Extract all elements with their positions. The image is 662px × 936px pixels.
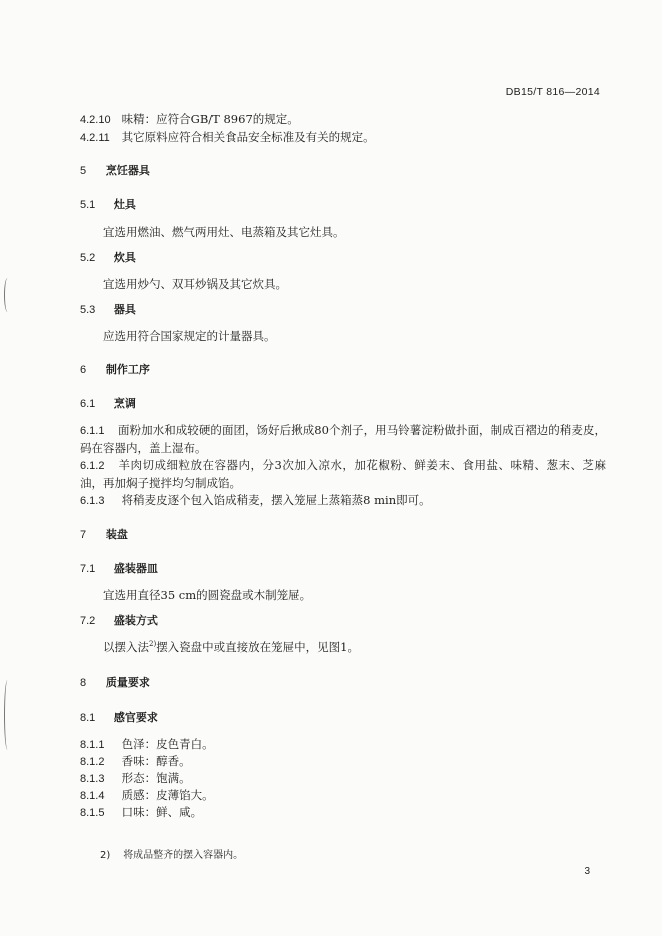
section-number: 5.3 <box>80 304 96 316</box>
section-number: 7 <box>80 529 87 541</box>
section-number: 5.2 <box>80 252 96 264</box>
clause-text: 其它原料应符合相关食品安全标准及有关的规定。 <box>121 130 375 144</box>
clause-number: 6.1.3 <box>80 495 105 507</box>
section-5-heading <box>80 163 606 179</box>
section-7-2-heading <box>80 613 606 629</box>
clause-8-1-3 <box>80 770 606 787</box>
section-7-2-text <box>103 639 606 655</box>
clause-6-1-2 <box>80 457 606 492</box>
section-5-1-heading <box>80 197 606 213</box>
section-5-1-text: 宜选用燃油、燃气两用灶、电蒸箱及其它灶具。 <box>103 225 345 239</box>
footnote <box>100 846 243 861</box>
section-number: 8.1 <box>80 712 96 724</box>
section-6-1-heading <box>80 396 606 412</box>
clause-8-1-1 <box>80 736 606 753</box>
scan-margin-mark <box>4 278 11 312</box>
clause-text: 羊肉切成细粒放在容器内，分3次加入凉水，加花椒粉、鲜姜末、食用盐、味精、葱末、芝麻油，再加焖子搅拌均匀制成馅。 <box>80 458 606 490</box>
clause-text: 形态：饱满。 <box>121 771 191 785</box>
section-number: 7.2 <box>80 615 96 627</box>
clause-8-1-2 <box>80 753 606 770</box>
section-5-3-heading <box>80 302 606 318</box>
scan-margin-mark <box>4 680 11 750</box>
section-8-1-heading <box>80 710 606 726</box>
section-title: 烹调 <box>113 397 136 410</box>
section-title: 制作工序 <box>105 363 150 376</box>
clause-number: 8.1.3 <box>80 773 105 785</box>
clause-number: 6.1.2 <box>80 460 105 472</box>
section-title: 烹饪器具 <box>105 164 150 177</box>
section-7-heading <box>80 527 606 543</box>
section-title: 灶具 <box>113 198 136 211</box>
footnote-number: 2) <box>100 850 111 861</box>
clause-number: 6.1.1 <box>80 425 105 437</box>
section-number: 6.1 <box>80 398 96 410</box>
section-number: 8 <box>80 677 87 689</box>
section-title: 盛装器皿 <box>113 562 158 575</box>
clause-6-1-1 <box>80 422 606 457</box>
section-8-heading <box>80 675 606 691</box>
text-part: 摆入瓷盘中或直接放在笼屉中，见图1。 <box>156 640 360 654</box>
clause-text: 味精：应符合GB/T 8967的规定。 <box>121 112 299 126</box>
clause-4-2-10 <box>80 111 606 128</box>
section-title: 炊具 <box>113 251 136 264</box>
clause-8-1-4 <box>80 787 606 804</box>
clause-number: 8.1.4 <box>80 790 105 802</box>
page-number: 3 <box>584 866 590 877</box>
section-number: 5.1 <box>80 199 96 211</box>
footnote-text: 将成品整齐的摆入容器内。 <box>123 850 244 861</box>
section-title: 盛装方式 <box>113 614 158 627</box>
clause-6-1-3 <box>80 492 606 509</box>
text-part: 以摆入法 <box>103 640 149 654</box>
clause-text: 口味：鲜、咸。 <box>121 805 203 819</box>
clause-number: 8.1.5 <box>80 807 105 819</box>
clause-number: 4.2.11 <box>80 132 110 144</box>
clause-text: 面粉加水和成较硬的面团，饧好后揪成80个剂子，用马铃薯淀粉做扑面，制成百褶边的稍麦皮，码在容器内，盖上湿布。 <box>80 423 606 455</box>
clause-4-2-11 <box>80 129 606 146</box>
clause-text: 色泽：皮色青白。 <box>121 737 214 751</box>
section-5-3-text: 应选用符合国家规定的计量器具。 <box>103 329 276 343</box>
section-number: 6 <box>80 364 87 376</box>
section-6-heading <box>80 362 606 378</box>
section-number: 5 <box>80 165 87 177</box>
section-title: 质量要求 <box>105 676 150 689</box>
clause-number: 8.1.2 <box>80 756 105 768</box>
clause-number: 8.1.1 <box>80 739 105 751</box>
clause-text: 质感：皮薄馅大。 <box>121 788 214 802</box>
section-7-1-heading <box>80 561 606 577</box>
section-title: 装盘 <box>105 528 128 541</box>
clause-text: 将稍麦皮逐个包入馅成稍麦，摆入笼屉上蒸箱蒸8 min即可。 <box>121 493 431 507</box>
clause-number: 4.2.10 <box>80 114 111 126</box>
section-7-1-text: 宜选用直径35 cm的圆瓷盘或木制笼屉。 <box>103 588 312 602</box>
section-5-2-heading <box>80 250 606 266</box>
clause-text: 香味：醇香。 <box>121 754 191 768</box>
section-5-2-text: 宜选用炒勺、双耳炒锅及其它炊具。 <box>103 277 287 291</box>
clause-8-1-5 <box>80 804 606 821</box>
section-title: 感官要求 <box>113 711 158 724</box>
footnote-ref: 2) <box>149 640 157 649</box>
section-title: 器具 <box>113 303 136 316</box>
standard-code: DB15/T 816—2014 <box>505 86 600 98</box>
section-number: 7.1 <box>80 563 96 575</box>
